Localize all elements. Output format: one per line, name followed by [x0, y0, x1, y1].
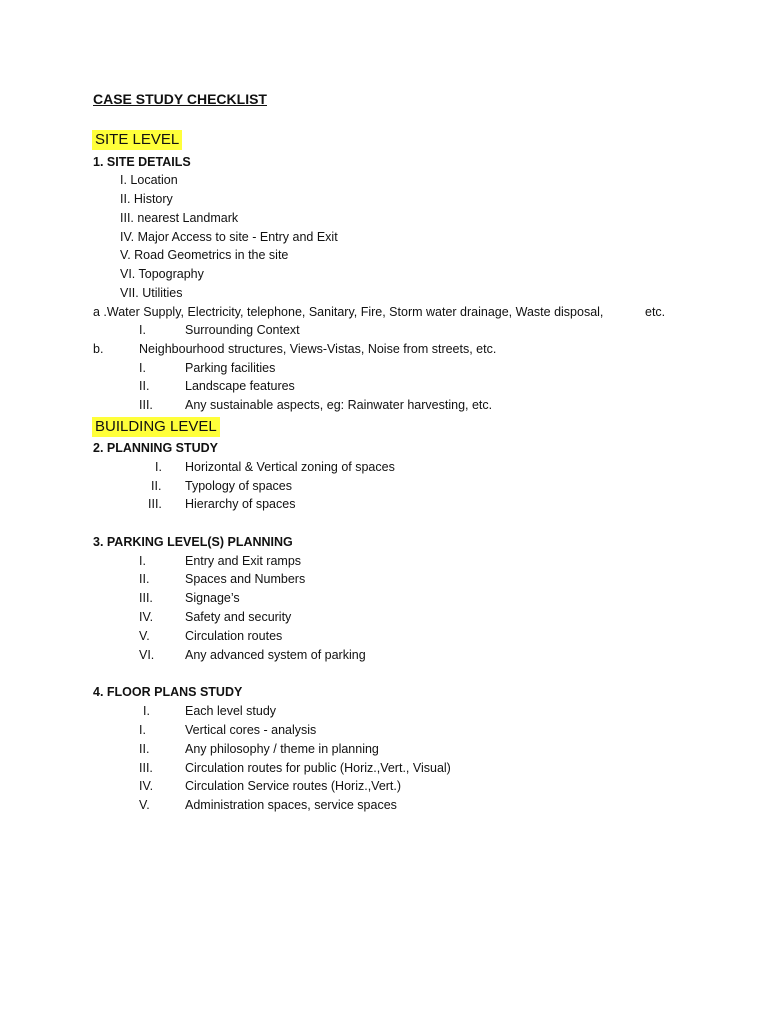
- list-item: Signage’s: [185, 591, 240, 605]
- list-item: Safety and security: [185, 610, 292, 624]
- list-item: Entry and Exit ramps: [185, 554, 302, 568]
- list-number: III.: [139, 591, 153, 605]
- list-item: Typology of spaces: [185, 479, 293, 493]
- list-item: Spaces and Numbers: [185, 572, 306, 586]
- neighbourhood-structures: Neighbourhood structures, Views-Vistas, Noise from streets, etc.: [139, 342, 497, 356]
- list-item: Each level study: [185, 704, 277, 718]
- list-item: Any philosophy / theme in planning: [185, 742, 379, 756]
- list-item: Any sustainable aspects, eg: Rainwater harvesting, etc.: [185, 398, 493, 412]
- document-title: CASE STUDY CHECKLIST: [93, 91, 267, 107]
- list-number: I.: [143, 704, 150, 718]
- site-details-item: I. Location: [120, 173, 178, 187]
- list-item: Parking facilities: [185, 361, 276, 375]
- building-level-heading: BUILDING LEVEL: [92, 417, 220, 437]
- site-details-item: VII. Utilities: [120, 286, 183, 300]
- site-details-item: V. Road Geometrics in the site: [120, 248, 289, 262]
- list-number: II.: [139, 742, 150, 756]
- surrounding-context: Surrounding Context: [185, 323, 300, 337]
- list-item: Circulation routes for public (Horiz.,Vert., Visual): [185, 761, 451, 775]
- list-item: Circulation routes: [185, 629, 283, 643]
- list-item: Administration spaces, service spaces: [185, 798, 397, 812]
- site-level-heading: SITE LEVEL: [92, 130, 182, 150]
- list-item: Hierarchy of spaces: [185, 497, 296, 511]
- list-number: III.: [139, 761, 153, 775]
- site-details-item: II. History: [120, 192, 173, 206]
- list-number: V.: [139, 798, 150, 812]
- parking-planning-heading: 3. PARKING LEVEL(S) PLANNING: [93, 535, 293, 549]
- list-item: Horizontal & Vertical zoning of spaces: [185, 460, 395, 474]
- list-number: II.: [139, 572, 150, 586]
- list-number: IV.: [139, 779, 154, 793]
- list-number: I.: [139, 323, 146, 337]
- site-details-heading: 1. SITE DETAILS: [93, 155, 191, 169]
- list-number: VI.: [139, 648, 155, 662]
- utilities-list: a .Water Supply, Electricity, telephone, Sanitary, Fire, Storm water drainage, Waste disposal,: [93, 305, 604, 319]
- list-number: II.: [139, 379, 150, 393]
- list-number: IV.: [139, 610, 154, 624]
- list-number: III.: [148, 497, 162, 511]
- list-number: I.: [139, 554, 146, 568]
- list-item: Landscape features: [185, 379, 295, 393]
- list-number: V.: [139, 629, 150, 643]
- site-details-item: IV. Major Access to site - Entry and Exit: [120, 230, 338, 244]
- site-details-item: III. nearest Landmark: [120, 211, 239, 225]
- list-number: II.: [151, 479, 162, 493]
- list-item: Vertical cores - analysis: [185, 723, 317, 737]
- planning-study-heading: 2. PLANNING STUDY: [93, 441, 219, 455]
- floor-plans-heading: 4. FLOOR PLANS STUDY: [93, 685, 243, 699]
- list-number: b.: [93, 342, 104, 356]
- list-number: III.: [139, 398, 153, 412]
- site-details-item: VI. Topography: [120, 267, 204, 281]
- utilities-etc: etc.: [645, 305, 666, 319]
- list-number: I.: [139, 723, 146, 737]
- list-item: Circulation Service routes (Horiz.,Vert.): [185, 779, 402, 793]
- list-number: I.: [139, 361, 146, 375]
- list-item: Any advanced system of parking: [185, 648, 366, 662]
- list-number: I.: [155, 460, 162, 474]
